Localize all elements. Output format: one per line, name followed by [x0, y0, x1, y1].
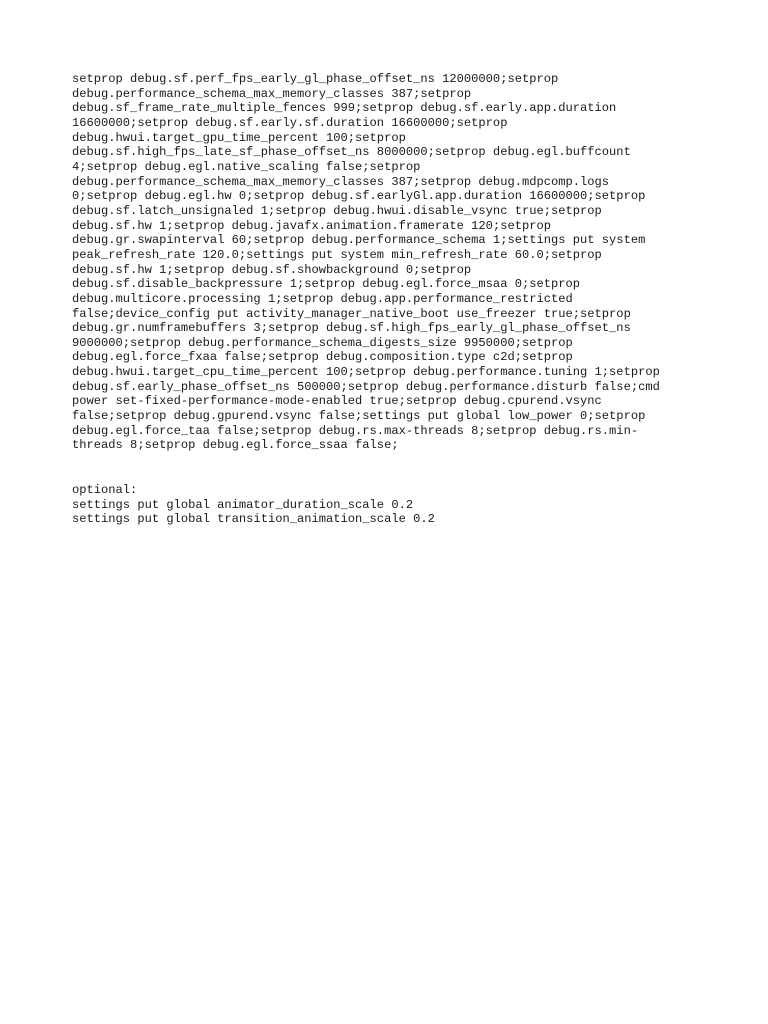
command-line: debug.gr.swapinterval 60;setprop debug.performance_schema 1;settings put system: [72, 233, 646, 248]
command-line: false;setprop debug.gpurend.vsync false;settings put global low_power 0;setprop: [72, 409, 646, 424]
command-line: 0;setprop debug.egl.hw 0;setprop debug.sf.earlyGl.app.duration 16600000;setprop: [72, 189, 646, 204]
command-line: debug.multicore.processing 1;setprop debug.app.performance_restricted: [72, 291, 573, 306]
command-line: setprop debug.sf.perf_fps_early_gl_phase_offset_ns 12000000;setprop: [72, 72, 559, 86]
command-line: peak_refresh_rate 120.0;settings put system min_refresh_rate 60.0;setprop: [72, 247, 602, 262]
command-line: debug.egl.force_taa false;setprop debug.rs.max-threads 8;setprop debug.rs.min-: [72, 423, 639, 438]
command-line: debug.sf.hw 1;setprop debug.sf.showbackground 0;setprop: [72, 262, 472, 277]
command-line: power set-fixed-performance-mode-enabled true;setprop debug.cpurend.vsync: [72, 394, 602, 409]
command-line: 4;setprop debug.egl.native_scaling false;setprop: [72, 159, 421, 174]
optional-line: settings put global transition_animation_scale 0.2: [72, 512, 435, 527]
command-line: debug.hwui.target_gpu_time_percent 100;setprop: [72, 130, 406, 145]
command-line: debug.gr.numframebuffers 3;setprop debug.sf.high_fps_early_gl_phase_offset_ns: [72, 321, 631, 336]
command-line: debug.sf.disable_backpressure 1;setprop debug.egl.force_msaa 0;setprop: [72, 277, 581, 292]
command-line: false;device_config put activity_manager_native_boot use_freezer true;setprop: [72, 306, 631, 321]
command-text-block: [72, 72, 722, 453]
command-line: 9000000;setprop debug.performance_schema_digests_size 9950000;setprop: [72, 335, 573, 350]
optional-label: optional:: [72, 483, 138, 497]
command-line: debug.performance_schema_max_memory_classes 387;setprop: [72, 86, 472, 101]
command-line: threads 8;setprop debug.egl.force_ssaa false;: [72, 438, 399, 453]
optional-line: settings put global animator_duration_scale 0.2: [72, 497, 414, 512]
optional-section: [72, 483, 722, 527]
command-line: 16600000;setprop debug.sf.early.sf.duration 16600000;setprop: [72, 115, 508, 130]
command-line: debug.hwui.target_cpu_time_percent 100;setprop debug.performance.tuning 1;setprop: [72, 365, 660, 380]
command-line: debug.sf.hw 1;setprop debug.javafx.animation.framerate 120;setprop: [72, 218, 551, 233]
command-line: debug.sf.latch_unsignaled 1;setprop debug.hwui.disable_vsync true;setprop: [72, 203, 602, 218]
command-line: debug.sf_frame_rate_multiple_fences 999;setprop debug.sf.early.app.duration: [72, 101, 617, 116]
command-line: debug.performance_schema_max_memory_classes 387;setprop debug.mdpcomp.logs: [72, 174, 610, 189]
command-line: debug.egl.force_fxaa false;setprop debug.composition.type c2d;setprop: [72, 350, 573, 365]
command-line: debug.sf.early_phase_offset_ns 500000;setprop debug.performance.disturb false;cmd: [72, 379, 660, 394]
command-line: debug.sf.high_fps_late_sf_phase_offset_ns 8000000;setprop debug.egl.buffcount: [72, 145, 631, 160]
